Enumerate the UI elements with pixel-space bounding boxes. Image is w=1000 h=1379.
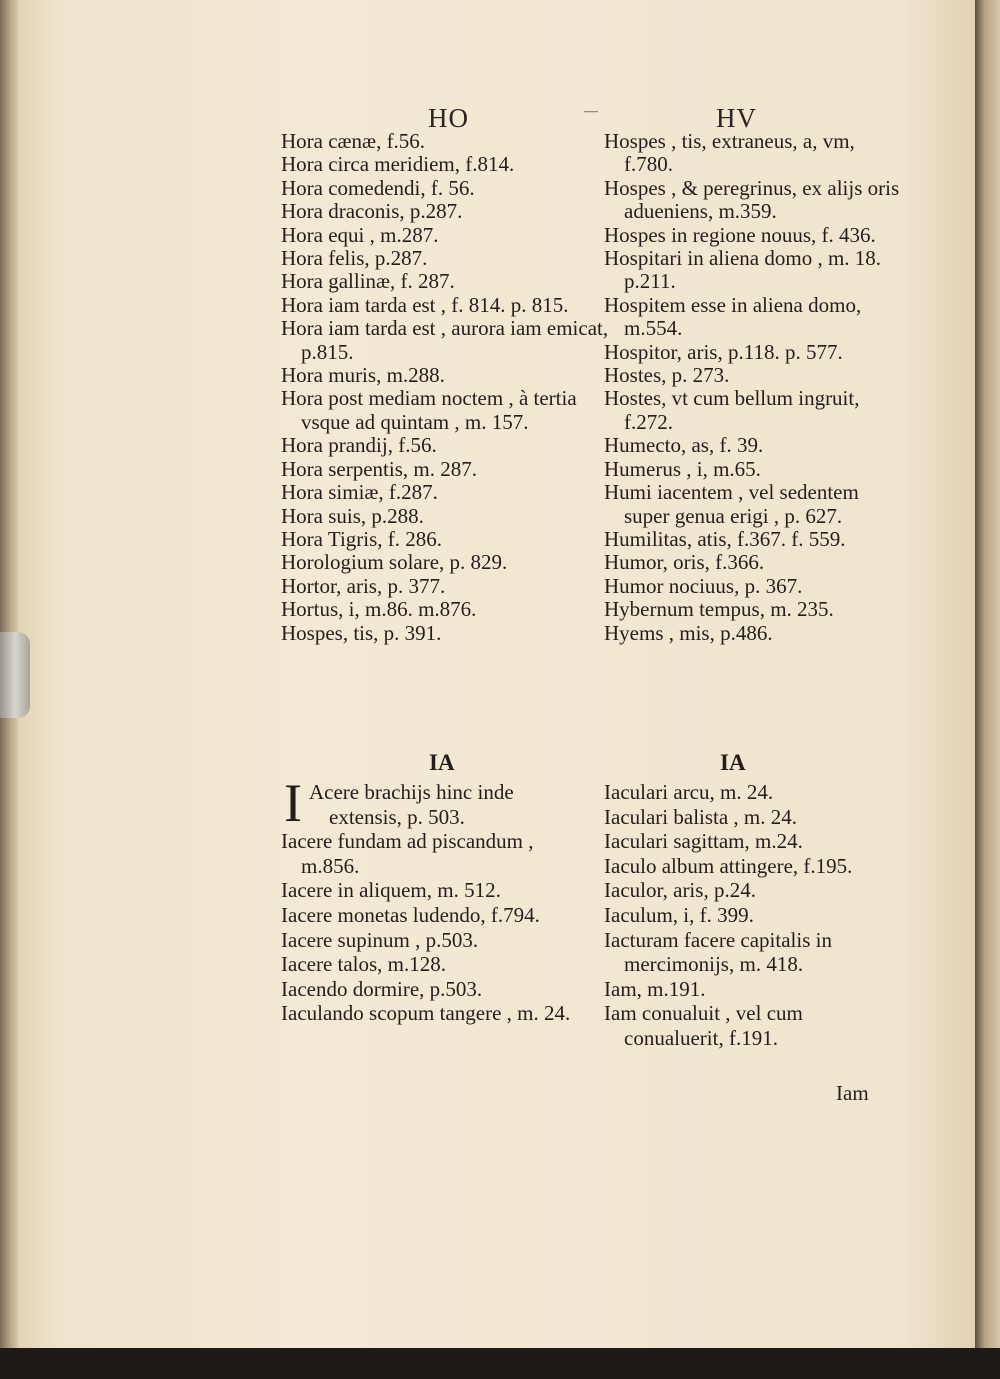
entry: Iacere fundam ad piscandum , m.856. [281, 829, 534, 878]
entry: Hora iam tarda est , aurora iam emicat, p.815. [281, 316, 609, 364]
entry: Humi iacentem , vel sedentem super genua erigi , p. 627. [604, 480, 859, 528]
entry: Hora cænæ, f.56. [281, 129, 426, 153]
entry: Humerus , i, m.65. [604, 456, 761, 481]
entry: Iacere supinum , p.503. [281, 927, 479, 952]
left-column [281, 130, 611, 645]
entry: Hora suis, p.288. [281, 503, 424, 528]
entry: Iacere monetas ludendo, f.794. [281, 902, 540, 927]
entry: Iacendo dormire, p.503. [281, 976, 483, 1001]
entry: Humecto, as, f. 39. [604, 433, 764, 458]
entry: Hospes , & peregrinus, ex alijs oris adueniens, m.359. [604, 175, 900, 224]
entry: Hora comedendi, f. 56. [281, 175, 475, 200]
entry: Hora post mediam noctem , à tertia vsque ad quintam , m. 157. [281, 386, 577, 434]
entry: Iacere in aliquem, m. 512. [281, 878, 501, 903]
header-separator: — [584, 104, 598, 119]
entry: Hyems , mis, p.486. [604, 620, 773, 645]
entry: Hora felis, p.287. [281, 246, 428, 271]
entry: Hora muris, m.288. [281, 363, 445, 388]
entry: Hora iam tarda est , f. 814. p. 815. [281, 292, 569, 317]
background-strip [0, 1348, 1000, 1379]
entry: Hora Tigris, f. 286. [281, 526, 443, 551]
entry: Hora simiæ, f.287. [281, 480, 438, 505]
entry: Hora circa meridiem, f.814. [281, 152, 515, 177]
entry: Iaculari balista , m. 24. [604, 804, 798, 829]
ia-right-column [604, 780, 904, 1051]
entry: Hostes, vt cum bellum ingruit, f.272. [604, 386, 860, 434]
entry: Iacere talos, m.128. [281, 952, 447, 977]
ia-left-column [281, 773, 591, 1026]
entry: Iam, m.191. [604, 976, 706, 1001]
entry: Iacturam facere capitalis in mercimonijs, m. 418. [604, 927, 832, 977]
entry: Hospes , tis, extraneus, a, vm, f.780. [604, 129, 855, 177]
entry: Humilitas, atis, f.367. f. 559. [604, 526, 846, 551]
drop-cap: I [284, 773, 302, 833]
entry: Iaculum, i, f. 399. [604, 902, 754, 927]
entry: Hora gallinæ, f. 287. [281, 269, 455, 294]
entry: Hostes, p. 273. [604, 363, 730, 388]
entry: Iaculari arcu, m. 24. [604, 780, 774, 804]
entry: Hortor, aris, p. 377. [281, 573, 446, 598]
entry: Iaculari sagittam, m.24. [604, 829, 803, 854]
entry: Hospitem esse in aliena domo, m.554. [604, 292, 862, 341]
entry: Hora prandij, f.56. [281, 433, 437, 458]
entry: Iaculo album attingere, f.195. [604, 853, 853, 878]
facing-page-edge [975, 0, 1000, 1348]
entry: Hortus, i, m.86. m.876. [281, 597, 477, 622]
entry: Hospes in regione nouus, f. 436. [604, 222, 876, 247]
section-heading-right: IA [720, 750, 746, 775]
entry: Horologium solare, p. 829. [281, 550, 508, 575]
entry: Iam conualuit , vel cum conualuerit, f.191. [604, 1001, 803, 1050]
entry: Hybernum tempus, m. 235. [604, 597, 834, 622]
section-heading-left: IA [429, 750, 455, 775]
entry: Acere brachijs hinc inde extensis, p. 503. [309, 780, 514, 829]
entry: Hospes, tis, p. 391. [281, 620, 442, 645]
entry: Humor, oris, f.366. [604, 550, 765, 575]
entry: Hora draconis, p.287. [281, 199, 463, 224]
header-right: HV [716, 103, 757, 133]
entry: Humor nociuus, p. 367. [604, 573, 803, 598]
first-entry [281, 773, 591, 833]
entry: Hospitari in aliena domo , m. 18. p.211. [604, 246, 882, 294]
entry: Iaculando scopum tangere , m. 24. [281, 1001, 571, 1026]
right-column [604, 130, 904, 645]
entry: Hora equi , m.287. [281, 222, 439, 247]
catchword: Iam [836, 1081, 869, 1105]
header-left: HO [428, 103, 469, 133]
page-clip [0, 632, 30, 718]
entry: Hospitor, aris, p.118. p. 577. [604, 339, 843, 364]
entry: Iaculor, aris, p.24. [604, 878, 756, 903]
entry: Hora serpentis, m. 287. [281, 456, 477, 481]
